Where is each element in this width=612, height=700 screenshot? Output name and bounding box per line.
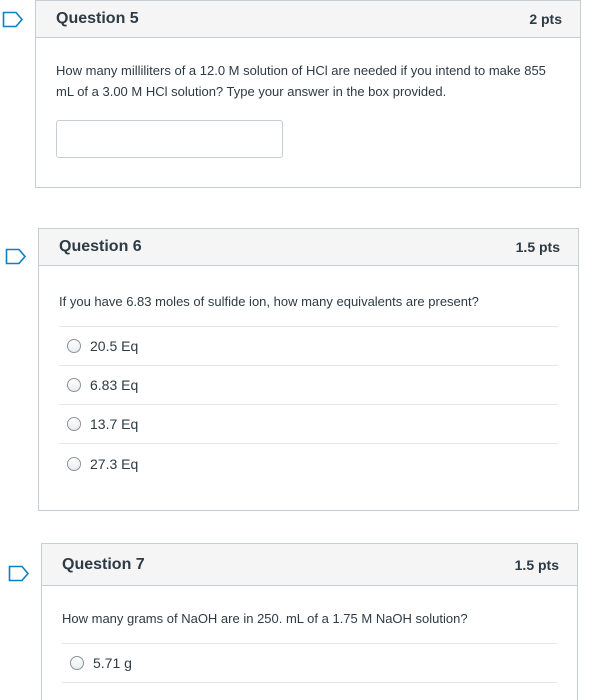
radio-button[interactable] [67,457,81,471]
answer-label: 27.3 Eq [90,455,139,472]
question-body [39,266,578,483]
question-points: 1.5 pts [514,556,559,573]
answer-input[interactable] [56,120,283,158]
flag-question-icon[interactable] [5,248,27,265]
question-text: If you have 6.83 moles of sulfide ion, how many equivalents are present? [59,294,479,309]
question-7 [41,543,578,700]
question-body [42,586,577,683]
question-points: 2 pts [529,11,562,27]
answer-list [59,326,558,483]
radio-button[interactable] [67,339,81,353]
answer-option[interactable] [62,644,557,683]
flag-question-icon[interactable] [8,565,30,582]
question-points: 1.5 pts [515,239,560,255]
radio-button[interactable] [67,417,81,431]
question-5 [35,0,581,188]
radio-button[interactable] [67,378,81,392]
question-body [36,38,580,158]
answer-label: 20.5 Eq [90,338,139,354]
question-header [36,1,580,38]
radio-button[interactable] [70,656,84,670]
answer-option[interactable] [59,405,558,444]
question-header [39,229,578,266]
answer-label: 5.71 g [93,655,132,671]
question-text: How many milliliters of a 12.0 M solution of HCl are needed if you intend to make 855 mL of a 3.00 M HCl solution? Type your answer in the box provided. [56,63,546,99]
question-header [42,544,577,586]
answer-option[interactable] [59,327,558,366]
answer-option[interactable] [59,366,558,405]
answer-option[interactable] [59,444,558,483]
answer-label: 13.7 Eq [90,416,139,432]
flag-question-icon[interactable] [2,11,24,28]
question-title: Question 5 [56,10,139,27]
question-text: How many grams of NaOH are in 250. mL of a 1.75 M NaOH solution? [62,611,468,626]
question-title: Question 7 [62,555,145,573]
answer-label: 6.83 Eq [90,377,139,393]
question-6 [38,228,579,511]
question-title: Question 6 [59,238,142,255]
answer-list [62,643,557,683]
